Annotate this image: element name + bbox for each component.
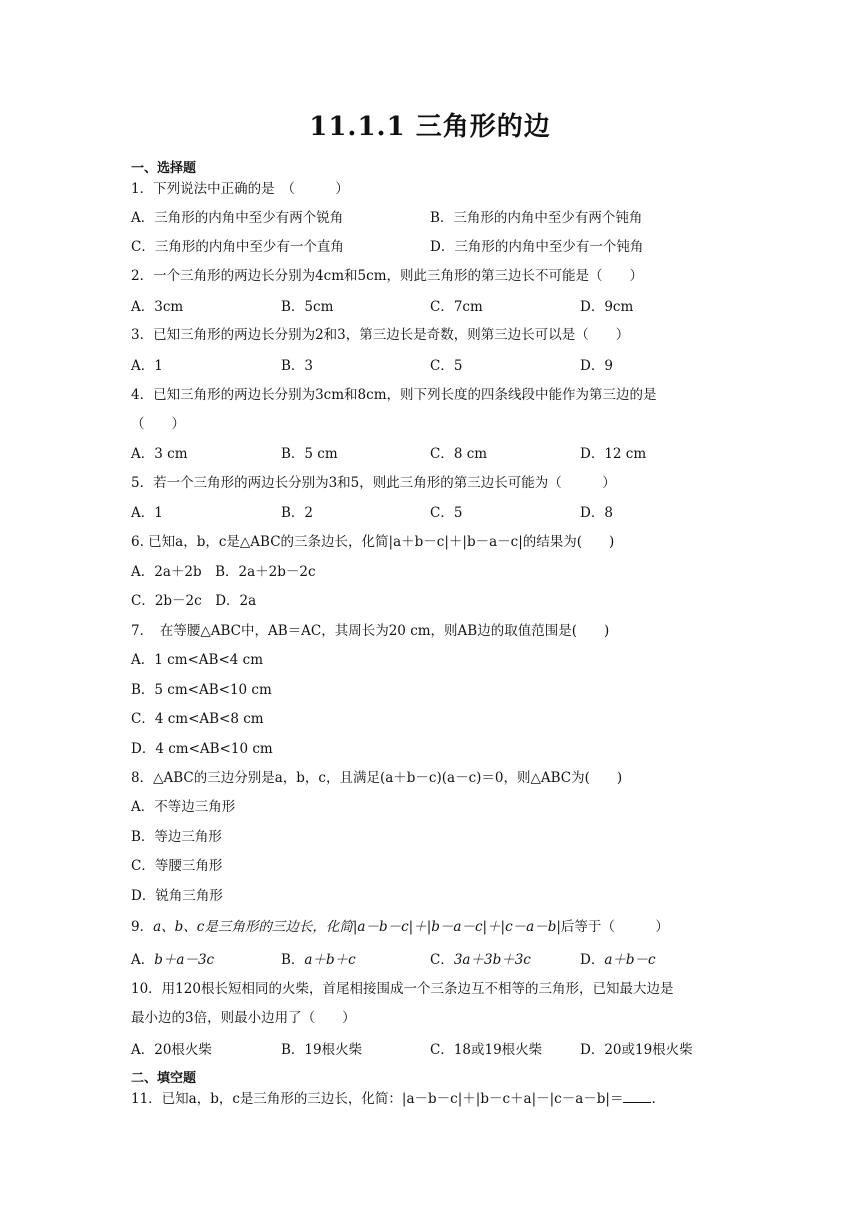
page-title: 11.1.1 三角形的边 <box>309 112 551 142</box>
option-label: A． <box>131 952 155 968</box>
option-value: b＋a－3c <box>154 952 215 968</box>
section-heading-choice: 一、选择题 <box>131 161 197 176</box>
question-10-option-d: D．20或19根火柴 <box>580 1042 693 1058</box>
question-10-option-c: C．18或19根火柴 <box>430 1042 543 1058</box>
question-7-option-b: B．5 cm<AB<10 cm <box>131 682 272 698</box>
question-6-options-ab: A．2a＋2b B．2a＋2b－2c <box>131 564 316 580</box>
question-2-option-c: C．7cm <box>430 299 483 315</box>
question-4-option-a: A．3 cm <box>131 446 188 462</box>
question-11-tail: . <box>651 1091 656 1107</box>
question-11-text: 11．已知a，b，c是三角形的三边长，化简：|a－b－c|＋|b－c＋a|－|c－a－b|＝ <box>131 1091 624 1107</box>
question-5-option-b: B．2 <box>281 505 314 521</box>
option-label: B． <box>281 952 305 968</box>
question-4-option-c: C．8 cm <box>430 446 488 462</box>
question-7-option-c: C．4 cm<AB<8 cm <box>131 711 264 727</box>
question-9-option-d <box>580 948 656 968</box>
question-1-option-d: D．三角形的内角中至少有一个钝角 <box>430 239 644 255</box>
question-10-option-a: A．20根火柴 <box>131 1042 212 1058</box>
question-11-stem <box>131 1087 656 1107</box>
question-7-option-d: D．4 cm<AB<10 cm <box>131 741 273 757</box>
option-label: D． <box>580 952 605 968</box>
question-1-option-a: A．三角形的内角中至少有两个锐角 <box>131 210 344 226</box>
question-4-option-d: D．12 cm <box>580 446 647 462</box>
question-1-stem: 1．下列说法中正确的是 （ ） <box>131 181 349 197</box>
question-3-option-a: A．1 <box>131 358 163 374</box>
question-4-stem-continued: （ ） <box>131 416 185 432</box>
question-3-stem: 3．已知三角形的两边长分别为2和3，第三边长是奇数，则第三边长可以是（ ） <box>131 327 630 343</box>
question-3-option-b: B．3 <box>281 358 314 374</box>
question-10-option-b: B．19根火柴 <box>281 1042 363 1058</box>
question-10-stem: 10．用120根长短相同的火柴，首尾相接围成一个三条边互不相等的三角形，已知最大边是 <box>131 981 674 997</box>
question-10-stem-continued: 最小边的3倍，则最小边用了（ ） <box>131 1010 356 1026</box>
question-6-options-cd: C．2b－2c D．2a <box>131 593 257 609</box>
question-8-option-c: C．等腰三角形 <box>131 858 223 874</box>
question-9-stem-tail: 后等于（ ） <box>560 919 669 935</box>
option-value: a＋b－c <box>604 952 656 968</box>
question-3-option-d: D．9 <box>580 358 613 374</box>
question-9-stem-text: a、b、c是三角形的三边长，化简 <box>153 919 353 935</box>
question-7-stem: 7． 在等腰△ABC中，AB＝AC，其周长为20 cm，则AB边的取值范围是( ) <box>131 623 610 639</box>
question-1-option-c: C．三角形的内角中至少有一个直角 <box>131 239 344 255</box>
question-5-option-c: C．5 <box>430 505 463 521</box>
question-8-option-d: D．锐角三角形 <box>131 888 223 904</box>
option-label: C． <box>430 952 454 968</box>
option-value: a＋b＋c <box>304 952 356 968</box>
question-7-option-a: A．1 cm<AB<4 cm <box>131 652 264 668</box>
question-8-stem: 8．△ABC的三边分别是a，b，c，且满足(a＋b－c)(a－c)＝0，则△ABC为( ) <box>131 770 623 786</box>
question-5-option-d: D．8 <box>580 505 613 521</box>
question-5-stem: 5．若一个三角形的两边长分别为3和5，则此三角形的第三边长可能为（ ） <box>131 475 616 491</box>
question-3-option-c: C．5 <box>430 358 463 374</box>
question-9-option-a <box>131 948 214 968</box>
question-2-option-b: B．5cm <box>281 299 334 315</box>
question-8-option-b: B．等边三角形 <box>131 829 222 845</box>
question-9-expression: |a－b－c|＋|b－a－c|＋|c－a－b| <box>352 919 561 935</box>
question-6-stem: 6. 已知a，b，c是△ABC的三条边长，化简|a＋b－c|＋|b－a－c|的结果为( ) <box>131 534 615 550</box>
section-heading-fill: 二、填空题 <box>131 1071 197 1086</box>
question-4-option-b: B．5 cm <box>281 446 338 462</box>
question-9-option-b <box>281 948 356 968</box>
question-1-option-b: B．三角形的内角中至少有两个钝角 <box>430 210 643 226</box>
option-value: 3a＋3b＋3c <box>453 952 531 968</box>
question-9-stem <box>131 915 669 935</box>
question-2-option-d: D．9cm <box>580 299 634 315</box>
question-9-option-c <box>430 948 531 968</box>
answer-blank[interactable] <box>623 1090 651 1103</box>
question-8-option-a: A．不等边三角形 <box>131 799 236 815</box>
question-2-stem: 2．一个三角形的两边长分别为4cm和5cm，则此三角形的第三边长不可能是（ ） <box>131 268 643 284</box>
question-2-option-a: A．3cm <box>131 299 184 315</box>
question-5-option-a: A．1 <box>131 505 163 521</box>
question-9-number: 9． <box>131 919 154 935</box>
question-4-stem: 4．已知三角形的两边长分别为3cm和8cm，则下列长度的四条线段中能作为第三边的是 <box>131 387 657 403</box>
